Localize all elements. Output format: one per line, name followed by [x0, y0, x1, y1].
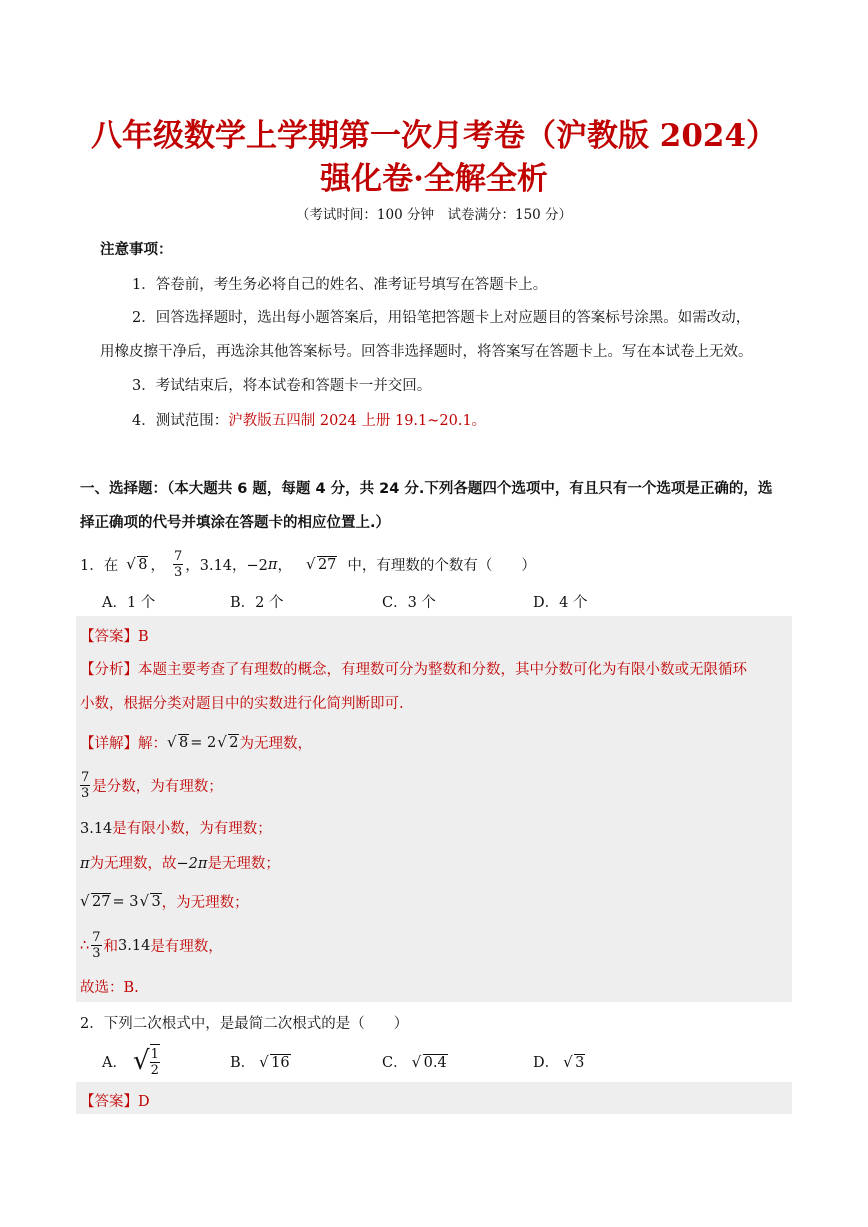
fraction-7-3-conclusion: $\frac{7}{3}$	[92, 930, 101, 961]
q1-conclusion: 故选：B.	[80, 980, 139, 996]
question-2: 2．下列二次根式中，是最简二次根式的是（ ）	[80, 1016, 409, 1032]
sqrt-2-detail: √ 2	[217, 735, 239, 751]
q1-option-c: C．3 个	[382, 595, 436, 611]
q2-option-b: B．√ 16	[230, 1051, 291, 1072]
q1-detail-line-5: √ 27 = 3 √ 3 ，为无理数；	[80, 891, 249, 912]
question-1: 1．在 √ 8 ， $\frac{7}{3}$ ，3.14，−2 π ， √ 27 中，有理数的个数有（ ）	[80, 549, 536, 580]
exam-info: （考试时间：100 分钟 试卷满分：150 分）	[295, 207, 573, 223]
fraction-7-3: $\frac{7}{3}$	[173, 549, 183, 580]
q1-detail-line-2: $\frac{7}{3}$ 是分数，为有理数；	[81, 770, 223, 801]
sqrt-8: √ 8	[126, 557, 148, 573]
fraction-7-3-detail: $\frac{7}{3}$	[81, 770, 90, 801]
q1-answer: 【答案】B	[80, 629, 149, 645]
sqrt-half: √ $\frac{1}{2}$	[132, 1046, 159, 1078]
notice-item-4	[132, 409, 486, 430]
notice-item-1: 1．答卷前，考生务必将自己的姓名、准考证号填写在答题卡上。	[132, 277, 548, 293]
q1-mid: ，3.14，−2	[185, 558, 268, 574]
q1-detail-line-6: ∴ $\frac{7}{3}$ 和 3.14 是有理数，	[80, 930, 223, 961]
q2-answer: 【答案】D	[80, 1094, 150, 1110]
q1-option-a: A．1 个	[102, 595, 156, 611]
section-heading-b: 择正确项的代号并填涂在答题卡的相应位置上.）	[80, 515, 391, 531]
notice-item-2b: 用橡皮擦干净后，再选涂其他答案标号。回答非选择题时，将答案写在答题卡上。写在本试卷上无效。	[100, 344, 753, 360]
test-scope: 沪教版五四制 2024 上册 19.1~20.1。	[228, 413, 487, 429]
sqrt-27-detail: √ 27	[80, 894, 111, 910]
q1-option-b: B．2 个	[230, 595, 284, 611]
notice-item-3: 3．考试结束后，将本试卷和答题卡一并交回。	[132, 378, 432, 394]
notice-heading: 注意事项：	[100, 242, 173, 258]
sqrt-8-detail: √ 8	[167, 735, 189, 751]
section-heading-a: 一、选择题：（本大题共 6 题，每题 4 分，共 24 分.下列各题四个选项中，有且只有一个选项是正确的，选	[80, 481, 773, 497]
answer-box-2	[76, 1082, 792, 1114]
q2-option-a: A． √ $\frac{1}{2}$	[102, 1044, 162, 1078]
q1-option-d: D．4 个	[533, 595, 588, 611]
q1-detail-line-3: 3.14是有限小数，为有理数；	[80, 821, 272, 837]
page-subtitle-title: 强化卷·全解全析	[320, 161, 548, 197]
pi-symbol: π	[267, 556, 278, 573]
sqrt-3-detail: √ 3	[139, 894, 161, 910]
q2-option-c: C．√ 0.4	[382, 1051, 448, 1072]
q1-analysis-a: 【分析】本题主要考查了有理数的概念，有理数可分为整数和分数，其中分数可化为有限小数或无限循环	[80, 662, 747, 678]
page-title: 八年级数学上学期第一次月考卷（沪教版 2024）	[90, 118, 778, 154]
q2-option-d: D．√ 3	[533, 1051, 585, 1072]
notice-item-4-label: 4．测试范围：	[132, 413, 229, 429]
q1-analysis-b: 小数，根据分类对题目中的实数进行化简判断即可.	[80, 696, 404, 712]
sqrt-27: √ 27	[306, 557, 337, 573]
q1-suffix: 中，有理数的个数有（ ）	[347, 558, 536, 574]
notice-item-2a: 2．回答选择题时，选出每小题答案后，用铅笔把答题卡上对应题目的答案标号涂黑。如需改动，	[132, 310, 751, 326]
q1-detail-line-4: π为无理数，故−2π是无理数；	[80, 856, 280, 872]
q1-prefix: 1．在	[80, 558, 119, 574]
q1-detail-line-1: 【详解】 解： √ 8 = 2 √ 2 为无理数，	[80, 732, 312, 753]
